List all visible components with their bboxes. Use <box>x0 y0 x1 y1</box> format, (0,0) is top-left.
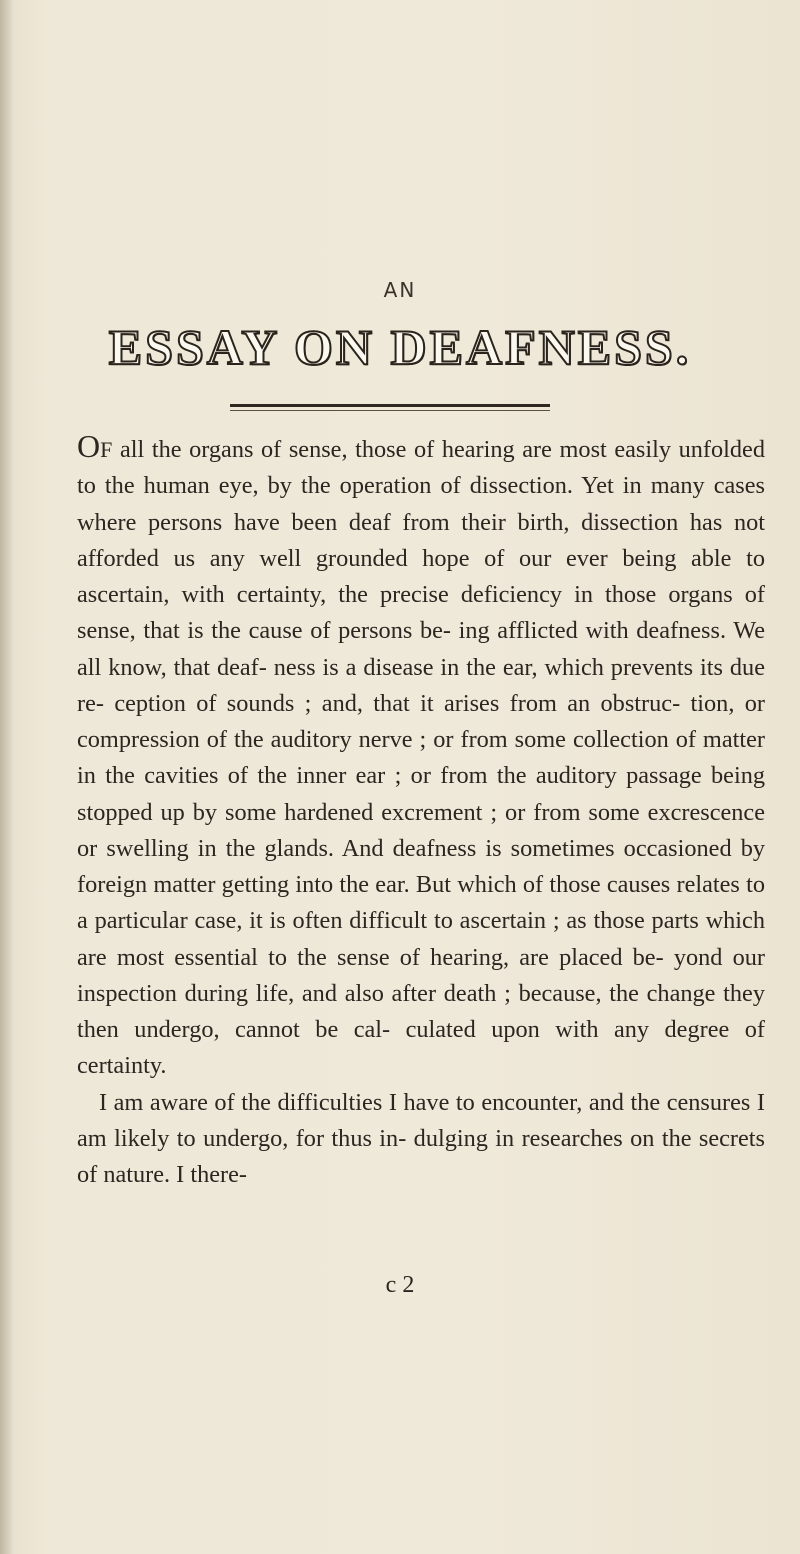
body-text <box>77 428 765 1193</box>
paragraph-1 <box>77 428 765 1085</box>
page-title: ESSAY ON DEAFNESS. <box>108 319 692 375</box>
title-kicker: AN <box>383 278 417 302</box>
opening-word: Of <box>77 428 113 464</box>
title-rule-thin <box>230 410 550 411</box>
spine-shadow <box>0 0 14 1554</box>
title-rule <box>230 404 550 407</box>
signature-mark: c 2 <box>385 1272 415 1298</box>
paragraph-2: I am aware of the difficulties I have to encounter, and the censures I am likely to undergo, for thus in- dulging in researches on the secrets of nature. I there- <box>77 1088 765 1188</box>
paragraph-1-text: all the organs of sense, those of hearing are most easily unfolded to the human eye, by the operation of dissection. Yet in many cases where persons have been deaf from their birth, dissection has not afforded us any well grounded hope of our ever being able to ascertain, with certainty, the precise deficiency in those organs of sense, that is the cause of persons be- ing afflicted with deafness. We all know, that deaf- ness is a disease in the ear, which prevents its due re- ception of sounds ; and, that it arises from an obstruc- tion, or compression of the auditory nerve ; or from some collection of matter in the cavities of the inner ear ; or from the auditory passage being stopped up by some hardened excrement ; or from some excrescence or swelling in the glands. And deafness is sometimes occasioned by foreign matter getting into the ear. But which of those causes relates to a particular case, it is often difficult to ascertain ; as those parts which are most essential to the sense of hearing, are placed be- yond our inspection during life, and also after death ; because, the change they then undergo, cannot be cal- culated upon with any degree of certainty. <box>77 436 765 1080</box>
